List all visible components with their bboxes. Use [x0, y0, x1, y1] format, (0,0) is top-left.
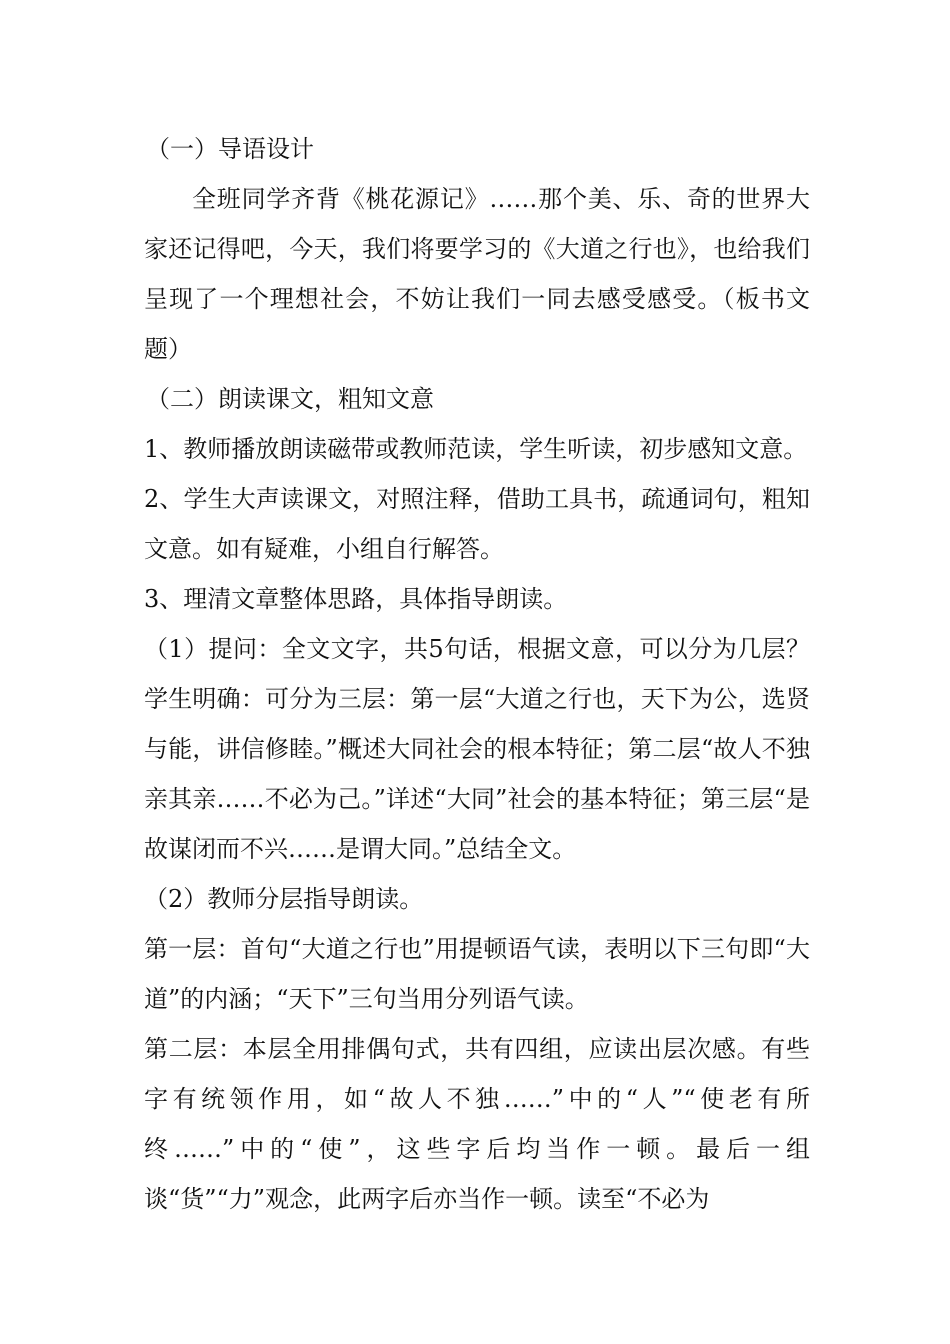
document-body: [144, 124, 810, 1224]
paragraph-step-1: 1、教师播放朗读磁带或教师范读，学生听读，初步感知文意。: [144, 435, 808, 463]
paragraph-intro: 全班同学齐背《桃花源记》……那个美、乐、奇的世界大家还记得吧，今天，我们将要学习的《大道之行也》，也给我们呈现了一个理想社会，不妨让我们一同去感受感受。（板书文题）: [144, 185, 810, 363]
paragraph-layer-1: 第一层：首句“大道之行也”用提顿语气读，表明以下三句即“大道”的内涵；“天下”三句当用分列语气读。: [144, 935, 810, 1013]
paragraph-layer-2: 第二层：本层全用排偶句式，共有四组，应读出层次感。有些字有统领作用，如“故人不独……”中的“人”“使老有所终……”中的“使”，这些字后均当作一顿。最后一组谈“货”“力”观念，此两字后亦当作一顿。读至“不必为: [144, 1035, 810, 1213]
paragraph-step-3: 3、理清文章整体思路，具体指导朗读。: [144, 585, 568, 613]
paragraph-guide-heading: （2）教师分层指导朗读。: [144, 885, 424, 913]
paragraph-question-1: （1）提问：全文文字，共5句话，根据文意，可以分为几层？学生明确：可分为三层：第一层“大道之行也，天下为公，选贤与能，讲信修睦。”概述大同社会的根本特征；第二层“故人不独亲其亲……不必为己。”详述“大同”社会的基本特征；第三层“是故谋闭而不兴……是谓大同。”总结全文。: [144, 635, 810, 863]
section-heading-intro: （一）导语设计: [146, 135, 314, 163]
section-heading-reading: （二）朗读课文，粗知文意: [146, 385, 434, 413]
paragraph-step-2: 2、学生大声读课文，对照注释，借助工具书，疏通词句，粗知文意。如有疑难，小组自行解答。: [144, 485, 810, 563]
